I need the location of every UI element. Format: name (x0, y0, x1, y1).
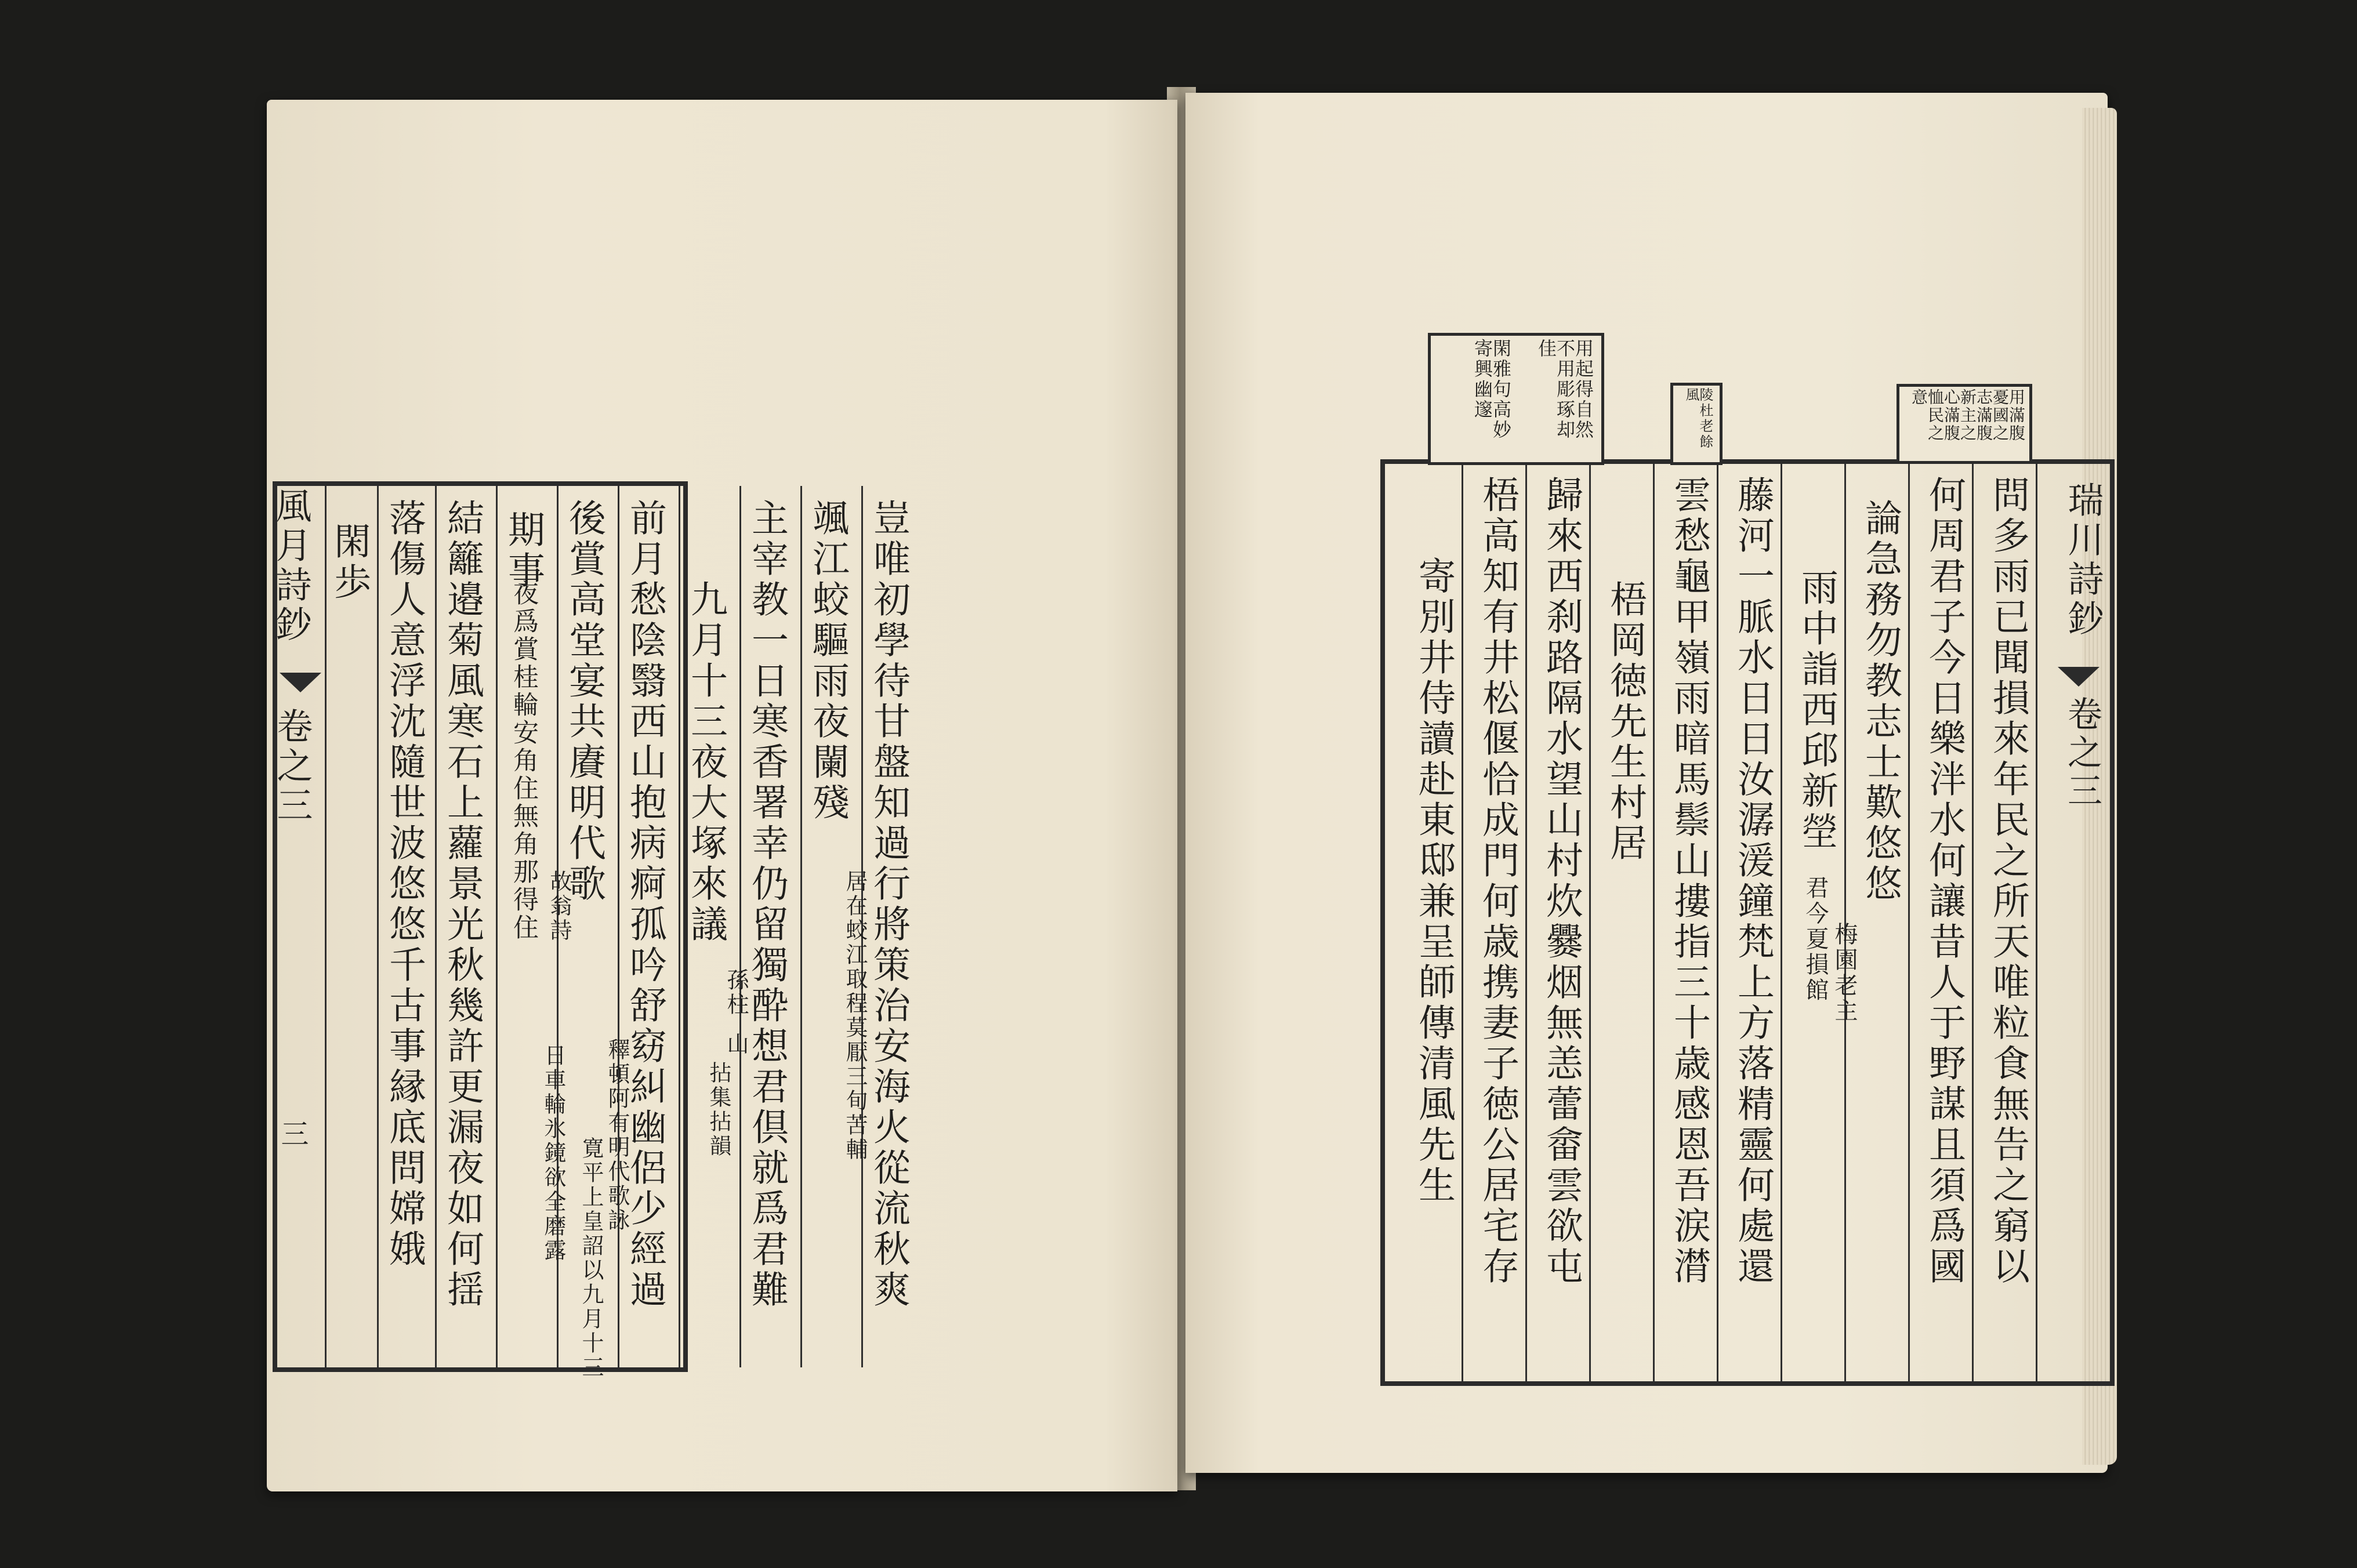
column-rule (1589, 464, 1591, 1381)
fishtail-mark (2058, 667, 2099, 687)
column-rule (1525, 464, 1527, 1381)
text-column: 後賞高堂宴共賡明代歌 (563, 499, 605, 905)
interlinear-note: 寛平上皇詔以九月十三 (578, 1137, 604, 1380)
annotation-column: 夜爲賞桂輪安角住無角那得住 (509, 580, 538, 942)
column-rule (325, 486, 327, 1367)
column-rule (618, 486, 619, 1367)
text-column: 主宰教一日寒香署幸仍留獨酔想君倶就爲君難 (745, 499, 788, 1311)
column-rule (1972, 464, 1974, 1381)
text-column: 落傷人意浮沈隨世波悠悠千古事縁底問嫦娥 (383, 499, 426, 1270)
column-rule (1653, 464, 1655, 1381)
head-note: 用起得自然不用彫琢却佳 (1535, 339, 1594, 440)
left-page-number: 三 (276, 1119, 309, 1150)
text-column: 雨中詣西邱新塋 (1795, 568, 1838, 852)
column-rule (679, 486, 680, 1367)
interlinear-note: 君今夏損館 (1802, 876, 1829, 1003)
left-book-title: 風月詩鈔 (270, 487, 312, 645)
interlinear-note: 釋頓阿有明代歌詠 (604, 1038, 630, 1233)
head-note: 用滿腹憂國之志滿腹新主之心滿腹恤民之意 (1909, 389, 2026, 442)
interlinear-note: 孫柱 (723, 968, 749, 1017)
text-column: 何周君子今日樂泮水何讓昔人于野謀且須爲國 (1923, 476, 1966, 1287)
bleed-through-text (302, 360, 343, 392)
left-volume-label: 卷之三 (271, 707, 313, 826)
interlinear-note: 居在蛟江取程莫厭三旬苦輔 (842, 870, 868, 1162)
column-rule (1781, 464, 1782, 1381)
column-rule (739, 486, 741, 1367)
column-rule (1462, 464, 1463, 1381)
text-column: 論急務勿教志士歎悠悠 (1859, 499, 1902, 905)
text-column: 九月十三夜大塚來議 (684, 580, 727, 945)
right-book-title: 瑞川詩鈔 (2062, 481, 2104, 639)
interlinear-note: 拈集拈韻 (706, 1061, 731, 1159)
interlinear-note: 日車輪氷鏡欲全磨露 (541, 1044, 566, 1263)
column-rule (435, 486, 437, 1367)
text-column: 閑歩 (328, 522, 371, 603)
right-volume-label: 卷之三 (2062, 696, 2102, 811)
head-note: 閑雅句高妙寄興幽邃 (1471, 339, 1512, 440)
column-rule (377, 486, 379, 1367)
text-column: 寄別井侍讀赴東邸兼呈師傳清風先生 (1412, 557, 1455, 1206)
text-column: 颯江蛟驅雨夜闌殘 (806, 499, 849, 823)
head-note: 陵杜老餘風 (1683, 387, 1713, 450)
text-column: 前月愁陰翳西山抱病痾孤吟舒窈糾幽侶少經過 (623, 499, 666, 1311)
column-rule (496, 486, 498, 1367)
interlinear-note: 梅園老主 (1831, 922, 1858, 1024)
text-column: 歸來西刹路隔水望山村炊爨烟無恙蕾畲雲欲屯 (1540, 476, 1583, 1287)
text-column: 問多雨已聞損來年民之所天唯粒食無告之窮以 (1986, 476, 2029, 1287)
fishtail-mark (280, 673, 321, 692)
column-rule (2036, 464, 2037, 1381)
text-column: 結籬邉菊風寒石上蘿景光秋幾許更漏夜如何揺 (441, 499, 484, 1311)
text-column: 期事 (502, 510, 545, 591)
text-column: 雲愁龜甲嶺雨暗馬鬃山摟指三十歳感恩吾涙潸 (1667, 476, 1710, 1287)
text-column: 藤河一脈水日日汝潺湲鐘梵上方落精靈何處還 (1731, 476, 1774, 1287)
interlinear-note: 故翁詩 (546, 870, 572, 943)
interlinear-note: 山 (723, 1032, 749, 1057)
text-column: 梧岡徳先生村居 (1604, 580, 1647, 864)
column-rule (1908, 464, 1910, 1381)
text-column: 豈唯初學待甘盤知過行將策治安海火從流秋爽 (867, 499, 910, 1311)
column-rule (800, 486, 802, 1367)
column-rule (1717, 464, 1718, 1381)
text-column: 梧高知有井松偃恰成門何歳携妻子徳公居宅存 (1476, 476, 1519, 1287)
